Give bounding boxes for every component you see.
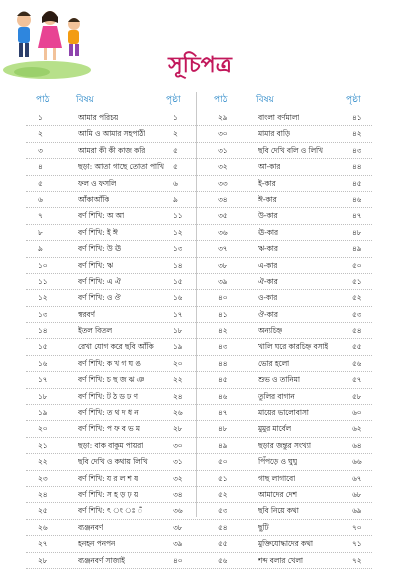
page-number: ৬৪ bbox=[352, 440, 362, 450]
lesson-number: ৪ bbox=[38, 162, 43, 172]
lesson-number: ৯ bbox=[38, 244, 43, 254]
lesson-topic: আঁকাআঁকি bbox=[78, 194, 110, 204]
lesson-topic: বর্ণ শিখি: ট ঠ ড ঢ ণ bbox=[78, 391, 138, 401]
lesson-number: ২৬ bbox=[38, 522, 48, 532]
lesson-number: ৬ bbox=[38, 194, 43, 204]
page-number: ১৯ bbox=[173, 342, 183, 352]
lesson-number: ৫৩ bbox=[218, 506, 228, 516]
lesson-topic: বর্ণ শিখি: ত থ দ ধ ন bbox=[78, 408, 139, 418]
page-number: ১১ bbox=[173, 211, 183, 221]
page-number: ৫৭ bbox=[352, 375, 362, 385]
page-number: ৩১ bbox=[173, 457, 183, 467]
lesson-topic: হনহন পনপন bbox=[78, 539, 116, 549]
lesson-number: ২২ bbox=[38, 457, 48, 467]
lesson-number: ৩৬ bbox=[218, 227, 228, 237]
lesson-number: ৫৫ bbox=[218, 539, 228, 549]
page-number: ৩২ bbox=[173, 473, 183, 483]
page-number: ৫ bbox=[173, 162, 178, 172]
lesson-topic: শুভ ও তানিমা bbox=[258, 375, 300, 385]
lesson-number: ২৫ bbox=[38, 506, 48, 516]
lesson-topic: ছড়া: আতা গাছে তোতা পাখি bbox=[78, 162, 164, 172]
page-number: ২ bbox=[173, 129, 178, 139]
contents-row bbox=[0, 536, 400, 552]
lesson-number: ৪১ bbox=[218, 309, 228, 319]
lesson-topic: ঊ-কার bbox=[258, 227, 279, 237]
page-number: ২২ bbox=[173, 375, 183, 385]
lesson-topic: বর্ণ শিখি: ঋ bbox=[78, 260, 113, 270]
lesson-topic: ব্যঞ্জনবর্ণ সাজাই bbox=[78, 555, 125, 565]
page-number: ১২ bbox=[173, 227, 183, 237]
lesson-number: ৪৮ bbox=[218, 424, 228, 434]
page-number: ৫ bbox=[173, 145, 178, 155]
lesson-number: ১০ bbox=[38, 260, 48, 270]
contents-row bbox=[0, 356, 400, 372]
lesson-topic: খালি ঘরে কারচিহ্ন বসাই bbox=[258, 342, 329, 352]
row-separator bbox=[26, 568, 372, 569]
contents-row bbox=[0, 143, 400, 159]
page-number: ৪৪ bbox=[352, 162, 362, 172]
page-number: ৪২ bbox=[352, 129, 362, 139]
lesson-number: ৪৫ bbox=[218, 375, 228, 385]
lesson-number: ১৯ bbox=[38, 408, 48, 418]
contents-row bbox=[0, 339, 400, 355]
lesson-topic: ঔ-কার bbox=[258, 309, 278, 319]
page-number: ৬২ bbox=[352, 424, 362, 434]
contents-row bbox=[0, 225, 400, 241]
lesson-number: ৩২ bbox=[218, 162, 228, 172]
page-number: ৫৫ bbox=[352, 342, 362, 352]
contents-row bbox=[0, 421, 400, 437]
header-topic-right: বিষয় bbox=[256, 95, 274, 105]
page-number: ৬ bbox=[173, 178, 178, 188]
page-number: ৪৩ bbox=[352, 145, 362, 155]
lesson-number: ৩৩ bbox=[218, 178, 228, 188]
lesson-number: ৪৪ bbox=[218, 358, 228, 368]
lesson-topic: বর্ণ শিখি: ক খ গ ঘ ঙ bbox=[78, 358, 141, 368]
lesson-number: ৫২ bbox=[218, 489, 228, 499]
lesson-number: ৩০ bbox=[218, 129, 228, 139]
lesson-topic: বর্ণ শিখি: ৎ ং ঃ ँ bbox=[78, 506, 143, 516]
page-number: ১৭ bbox=[173, 309, 183, 319]
page-number: ৯ bbox=[173, 194, 178, 204]
lesson-topic: শব্দ বলার খেলা bbox=[258, 555, 304, 565]
contents-row bbox=[0, 520, 400, 536]
lesson-number: ১ bbox=[38, 113, 43, 122]
page-number: ৪১ bbox=[352, 113, 362, 122]
lesson-number: ৩ bbox=[38, 145, 43, 155]
lesson-number: ১৩ bbox=[38, 309, 48, 319]
lesson-number: ৪৬ bbox=[218, 391, 228, 401]
lesson-topic: ছড়ার জন্তুর সংখ্যা bbox=[258, 440, 311, 450]
page-number: ৫৩ bbox=[352, 309, 362, 319]
lesson-number: ৫১ bbox=[218, 473, 228, 483]
page-number: ১ bbox=[173, 113, 178, 122]
lesson-topic: আমাদের দেশ bbox=[258, 489, 297, 499]
lesson-topic: তুলির বাগান bbox=[258, 391, 295, 401]
page-number: ২৬ bbox=[173, 408, 183, 418]
contents-row bbox=[0, 241, 400, 257]
contents-row bbox=[0, 372, 400, 388]
page-number: ৫৮ bbox=[352, 391, 362, 401]
page-number: ৪০ bbox=[173, 555, 183, 565]
page-number: ৪৯ bbox=[352, 244, 362, 254]
page-number: ৫২ bbox=[352, 293, 362, 303]
page-number: ৬৬ bbox=[352, 457, 362, 467]
lesson-topic: ছুটি bbox=[258, 522, 269, 532]
contents-row bbox=[0, 159, 400, 175]
lesson-topic: বর্ণ শিখি: চ ছ জ ঝ ঞ bbox=[78, 375, 145, 385]
contents-row bbox=[0, 323, 400, 339]
page-number: ৭১ bbox=[352, 539, 362, 549]
lesson-number: ২৮ bbox=[38, 555, 48, 565]
lesson-topic: বর্ণ শিখি: য র ল শ ষ bbox=[78, 473, 139, 483]
page-number: ৫৪ bbox=[352, 326, 362, 336]
lesson-topic: ছবি দেখি ও কথায় লিখি bbox=[78, 457, 148, 467]
lesson-topic: অন্যচিহ্ন bbox=[258, 326, 283, 336]
lesson-number: ১৮ bbox=[38, 391, 48, 401]
lesson-number: ২৭ bbox=[38, 539, 48, 549]
lesson-number: ৪৯ bbox=[218, 440, 228, 450]
lesson-topic: বর্ণ শিখি: ও ঔ bbox=[78, 293, 121, 303]
lesson-topic: ঈ-কার bbox=[258, 194, 277, 204]
lesson-number: ১৬ bbox=[38, 358, 48, 368]
lesson-number: ৩৫ bbox=[218, 211, 228, 221]
lesson-number: ৫৪ bbox=[218, 522, 228, 532]
contents-row bbox=[0, 110, 400, 126]
lesson-topic: ছড়া: বাক বাকুম পায়রা bbox=[78, 440, 144, 450]
contents-row bbox=[0, 274, 400, 290]
contents-row bbox=[0, 503, 400, 519]
page-number: ৭০ bbox=[352, 522, 362, 532]
lesson-topic: রেখা যোগ করে ছবি আঁকি bbox=[78, 342, 154, 352]
lesson-number: ৪২ bbox=[218, 326, 228, 336]
page-number: ৬৮ bbox=[352, 489, 362, 499]
lesson-number: ২৩ bbox=[38, 473, 48, 483]
lesson-topic: আমরা কী কী কাজ করি bbox=[78, 145, 146, 155]
page-number: ৬৯ bbox=[352, 506, 362, 516]
page-title: সূচিপত্র bbox=[168, 52, 232, 78]
lesson-number: ৫ bbox=[38, 178, 43, 188]
page-number: ৭২ bbox=[352, 555, 362, 565]
lesson-number: ৩১ bbox=[218, 145, 228, 155]
lesson-number: ১১ bbox=[38, 276, 48, 286]
lesson-topic: মায়ের ভালোবাসা bbox=[258, 408, 309, 418]
contents-row bbox=[0, 389, 400, 405]
contents-row bbox=[0, 471, 400, 487]
contents-row bbox=[0, 553, 400, 569]
page-number: ১৩ bbox=[173, 244, 183, 254]
page-number: ৩৮ bbox=[173, 522, 183, 532]
lesson-topic: আ-কার bbox=[258, 162, 281, 172]
lesson-number: ২৪ bbox=[38, 489, 48, 499]
page-number: ৪৮ bbox=[352, 227, 362, 237]
contents-row bbox=[0, 258, 400, 274]
page-number: ৬০ bbox=[352, 408, 362, 418]
lesson-number: ৭ bbox=[38, 211, 43, 221]
lesson-number: ৮ bbox=[38, 227, 43, 237]
lesson-number: ২৯ bbox=[218, 113, 228, 122]
page-number: ৫১ bbox=[352, 276, 362, 286]
lesson-number: ১২ bbox=[38, 293, 48, 303]
contents-row bbox=[0, 192, 400, 208]
page-number: ১৬ bbox=[173, 293, 183, 303]
lesson-topic: মুমুর মার্বেল bbox=[258, 424, 292, 434]
lesson-number: ৩৯ bbox=[218, 276, 228, 286]
lesson-number: ২ bbox=[38, 129, 43, 139]
contents-row bbox=[0, 208, 400, 224]
lesson-number: ৩৪ bbox=[218, 194, 228, 204]
header-page-left: পৃষ্ঠা bbox=[166, 95, 181, 105]
lesson-topic: আমার পরিচয় bbox=[78, 113, 119, 122]
header-lesson-right: পাঠ bbox=[214, 95, 228, 105]
lesson-number: ১৪ bbox=[38, 326, 48, 336]
lesson-topic: ইতল বিতল bbox=[78, 326, 113, 336]
lesson-number: ৪৭ bbox=[218, 408, 228, 418]
lesson-number: ৩৭ bbox=[218, 244, 228, 254]
page-number: ৩৬ bbox=[173, 506, 183, 516]
page-number: ২৮ bbox=[173, 424, 183, 434]
lesson-topic: এ-কার bbox=[258, 260, 278, 270]
lesson-topic: ও-কার bbox=[258, 293, 278, 303]
page-number: ২০ bbox=[173, 358, 183, 368]
contents-table bbox=[0, 110, 400, 569]
lesson-topic: আমি ও আমার সহপাঠী bbox=[78, 129, 146, 139]
lesson-topic: গাছ লাগাবো bbox=[258, 473, 296, 483]
page-number: ৩৯ bbox=[173, 539, 183, 549]
header-lesson-left: পাঠ bbox=[36, 95, 50, 105]
lesson-number: ১৭ bbox=[38, 375, 48, 385]
contents-row bbox=[0, 126, 400, 142]
page-number: ১৪ bbox=[173, 260, 183, 270]
contents-row bbox=[0, 176, 400, 192]
page-number: ৪৭ bbox=[352, 211, 362, 221]
page-number: ৫০ bbox=[352, 260, 362, 270]
lesson-number: ৪৩ bbox=[218, 342, 228, 352]
page-number: ৬৭ bbox=[352, 473, 362, 483]
lesson-topic: ব্যঞ্জনবর্ণ bbox=[78, 522, 104, 532]
lesson-topic: বর্ণ শিখি: অ আ bbox=[78, 211, 125, 221]
contents-row bbox=[0, 454, 400, 470]
page-number: ৫৬ bbox=[352, 358, 362, 368]
lesson-number: ১৫ bbox=[38, 342, 48, 352]
lesson-topic: বর্ণ শিখি: প ফ ব ভ ম bbox=[78, 424, 140, 434]
page-number: ১৮ bbox=[173, 326, 183, 336]
lesson-topic: ফল ও ফসলি bbox=[78, 178, 117, 188]
page-number: ৪৬ bbox=[352, 194, 362, 204]
lesson-topic: ছবি নিয়ে কথা bbox=[258, 506, 299, 516]
lesson-number: ৪০ bbox=[218, 293, 228, 303]
lesson-topic: বাংলা বর্ণমালা bbox=[258, 113, 300, 122]
header-page-right: পৃষ্ঠা bbox=[346, 95, 361, 105]
lesson-topic: স্বরবর্ণ bbox=[78, 309, 95, 319]
lesson-topic: ঐ-কার bbox=[258, 276, 278, 286]
lesson-topic: ছবি দেখি বলি ও লিখি bbox=[258, 145, 323, 155]
lesson-topic: পিঁপড়ে ও ঘুঘু bbox=[258, 457, 298, 467]
header-topic-left: বিষয় bbox=[76, 95, 94, 105]
lesson-topic: বর্ণ শিখি: উ ঊ bbox=[78, 244, 122, 254]
contents-row bbox=[0, 307, 400, 323]
contents-row bbox=[0, 405, 400, 421]
lesson-topic: উ-কার bbox=[258, 211, 278, 221]
page-number: ১৫ bbox=[173, 276, 183, 286]
page-number: ৪৫ bbox=[352, 178, 362, 188]
lesson-topic: ভোর হলো bbox=[258, 358, 290, 368]
contents-row bbox=[0, 438, 400, 454]
lesson-topic: মুক্তিযোদ্ধাদের কথা bbox=[258, 539, 313, 549]
lesson-topic: বর্ণ শিখি: ই ঈ bbox=[78, 227, 118, 237]
lesson-number: ৩৮ bbox=[218, 260, 228, 270]
lesson-topic: মামার বাড়ি bbox=[258, 129, 291, 139]
contents-row bbox=[0, 487, 400, 503]
lesson-topic: ঋ-কার bbox=[258, 244, 278, 254]
page-number: ৩৪ bbox=[173, 489, 183, 499]
lesson-number: ৫৬ bbox=[218, 555, 228, 565]
page-number: ২৪ bbox=[173, 391, 183, 401]
lesson-number: ২০ bbox=[38, 424, 48, 434]
contents-row bbox=[0, 290, 400, 306]
page-number: ৩০ bbox=[173, 440, 183, 450]
lesson-topic: ই-কার bbox=[258, 178, 276, 188]
lesson-topic: বর্ণ শিখি: স হ ড় ঢ় য় bbox=[78, 489, 139, 499]
lesson-number: ২১ bbox=[38, 440, 48, 450]
lesson-topic: বর্ণ শিখি: এ ঐ bbox=[78, 276, 121, 286]
lesson-number: ৫০ bbox=[218, 457, 228, 467]
